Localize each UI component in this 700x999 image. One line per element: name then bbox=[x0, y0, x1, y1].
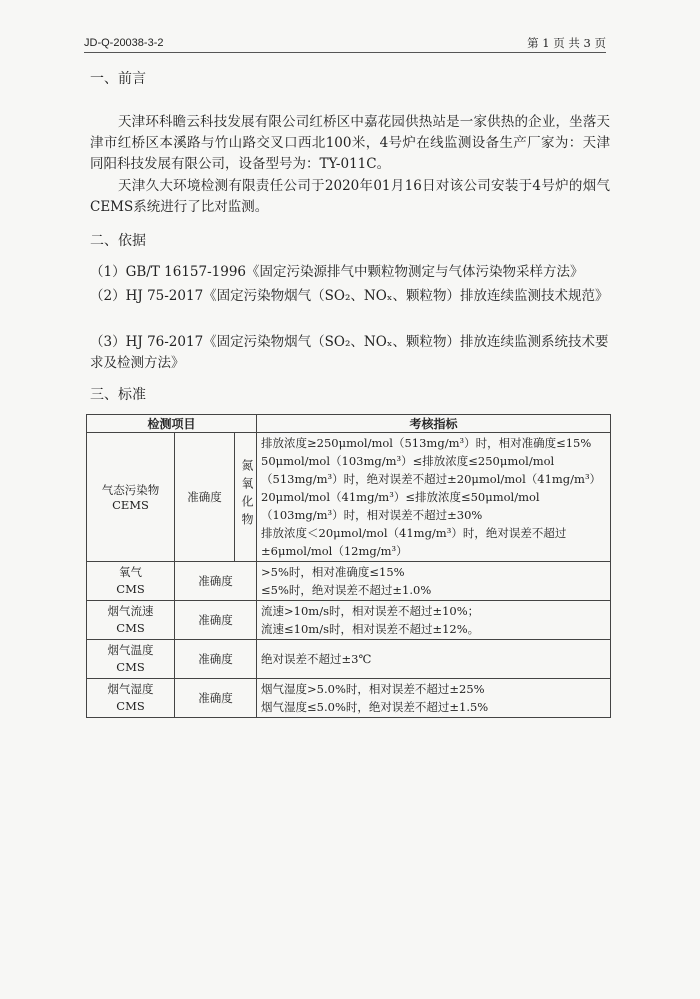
standard-table bbox=[86, 414, 611, 718]
table-header-row bbox=[87, 415, 611, 433]
type-cell: 准确度 bbox=[175, 640, 257, 679]
type-cell: 准确度 bbox=[175, 562, 257, 601]
type-cell: 准确度 bbox=[175, 679, 257, 718]
item-label: CMS bbox=[116, 660, 145, 674]
item-flue-humidity-cms bbox=[87, 679, 175, 718]
criteria-line: 烟气湿度≤5.0%时，绝对误差不超过±1.5% bbox=[261, 700, 489, 714]
table-row bbox=[87, 640, 611, 679]
preface-paragraph-2: 天津久大环境检测有限责任公司于2020年01月16日对该公司安装于4号炉的烟气CEMS系统进行了比对监测。 bbox=[90, 178, 610, 215]
sub-item-label: 氮氧化物 bbox=[240, 458, 254, 531]
item-flue-velocity-cms bbox=[87, 601, 175, 640]
reference-item-1: （1）GB/T 16157-1996《固定污染源排气中颗粒物测定与气体污染物采样方法》 bbox=[90, 264, 584, 280]
item-flue-temperature-cms bbox=[87, 640, 175, 679]
item-label: CMS bbox=[116, 582, 145, 596]
section-title-preface: 一、前言 bbox=[90, 71, 146, 87]
table-row bbox=[87, 562, 611, 601]
item-label: CMS bbox=[116, 699, 145, 713]
criteria-line: 20μmol/mol（41mg/m³）≤排放浓度≤50μmol/mol（103mg/m³）时，相对误差不超过±30% bbox=[261, 490, 540, 522]
table-row bbox=[87, 679, 611, 718]
criteria-line: 排放浓度＜20μmol/mol（41mg/m³）时，绝对误差不超过±6μmol/mol（12mg/m³） bbox=[261, 526, 567, 558]
table-row bbox=[87, 433, 611, 562]
criteria-cell bbox=[257, 601, 611, 640]
page-header bbox=[84, 36, 606, 53]
criteria-cell bbox=[257, 640, 611, 679]
criteria-cell bbox=[257, 562, 611, 601]
criteria-cell bbox=[257, 433, 611, 562]
item-oxygen-cms bbox=[87, 562, 175, 601]
criteria-line: 绝对误差不超过±3℃ bbox=[261, 652, 372, 666]
criteria-line: 烟气湿度>5.0%时，相对误差不超过±25% bbox=[261, 682, 485, 696]
header-detection-item: 检测项目 bbox=[87, 415, 257, 433]
item-label: 烟气温度 bbox=[107, 643, 154, 657]
item-label: 烟气流速 bbox=[107, 604, 154, 618]
criteria-cell bbox=[257, 679, 611, 718]
type-cell: 准确度 bbox=[175, 433, 235, 562]
page-number: 第 1 页 共 3 页 bbox=[527, 36, 606, 50]
criteria-line: 流速≤10m/s时，相对误差不超过±12%。 bbox=[261, 622, 480, 636]
item-label: 氧气 bbox=[119, 565, 142, 579]
criteria-line: 流速>10m/s时，相对误差不超过±10%； bbox=[261, 604, 480, 618]
item-label: 烟气湿度 bbox=[107, 682, 154, 696]
item-label: CMS bbox=[116, 621, 145, 635]
section-title-basis: 二、依据 bbox=[90, 233, 146, 249]
header-criteria: 考核指标 bbox=[257, 415, 611, 433]
item-gas-pollutant-cems bbox=[87, 433, 175, 562]
reference-item-2: （2）HJ 75-2017《固定污染物烟气（SO₂、NOₓ、颗粒物）排放连续监测技术规范》 bbox=[90, 288, 609, 304]
preface-paragraph-1: 天津环科瞻云科技发展有限公司红桥区中嘉花园供热站是一家供热的企业，坐落天津市红桥区本溪路与竹山路交叉口西北100米，4号炉在线监测设备生产厂家为：天津同阳科技发展有限公司，设备型号为：TY-011C。 bbox=[90, 114, 610, 172]
table-row bbox=[87, 601, 611, 640]
sub-item-nox bbox=[235, 433, 257, 562]
criteria-line: >5%时，相对准确度≤15% bbox=[261, 565, 405, 579]
reference-item-3: （3）HJ 76-2017《固定污染物烟气（SO₂、NOₓ、颗粒物）排放连续监测系统技术要求及检测方法》 bbox=[90, 334, 609, 371]
criteria-line: ≤5%时，绝对误差不超过±1.0% bbox=[261, 583, 432, 597]
document-code: JD-Q-20038-3-2 bbox=[84, 37, 164, 49]
section-title-standard: 三、标准 bbox=[90, 387, 146, 403]
criteria-line: 排放浓度≥250μmol/mol（513mg/m³）时，相对准确度≤15% bbox=[261, 436, 592, 450]
type-cell: 准确度 bbox=[175, 601, 257, 640]
criteria-line: 50μmol/mol（103mg/m³）≤排放浓度≤250μmol/mol（513mg/m³）时，绝对误差不超过±20μmol/mol（41mg/m³） bbox=[261, 454, 602, 486]
item-label: 气态污染物CEMS bbox=[101, 483, 160, 512]
